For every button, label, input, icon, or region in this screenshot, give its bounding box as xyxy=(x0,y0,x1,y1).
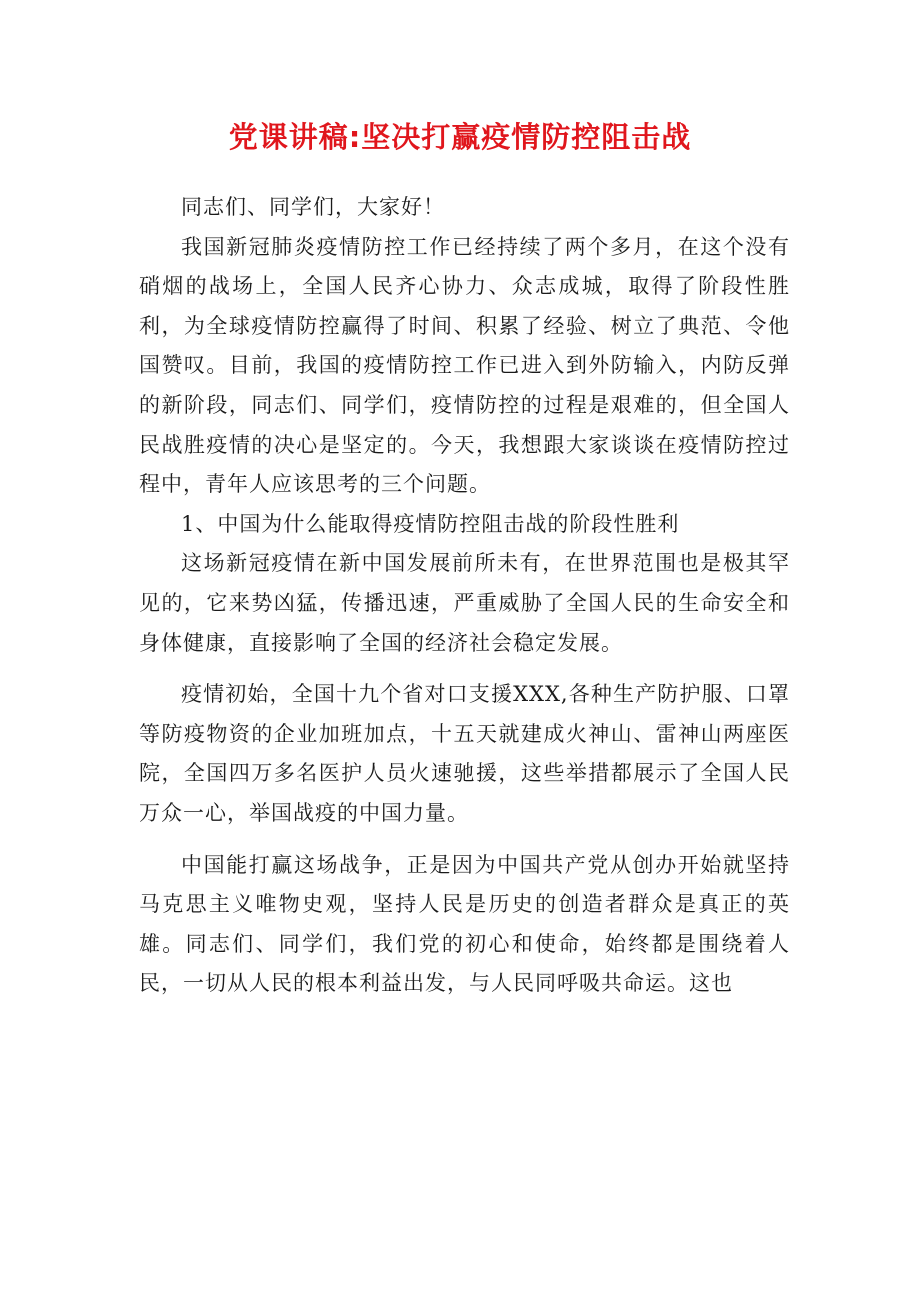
document-body xyxy=(139,188,790,1004)
body-paragraph-1: 这场新冠疫情在新中国发展前所未有，在世界范围也是极其罕见的，它来势凶猛，传播迅速，严重威胁了全国人民的生命安全和身体健康，直接影响了全国的经济社会稳定发展。 xyxy=(139,551,790,655)
body-paragraph-3: 中国能打赢这场战争，正是因为中国共产党从创办开始就坚持马克思主义唯物史观，坚持人民是历史的创造者群众是真正的英雄。同志们、同学们，我们党的初心和使命，始终都是围绕着人民，一切从人民的根本利益出发，与人民同呼吸共命运。这也 xyxy=(139,852,790,996)
body-paragraph-2: 疫情初始，全国十九个省对口支援XXX,各种生产防护服、口罩等防疫物资的企业加班加点，十五天就建成火神山、雷神山两座医院，全国四万多名医护人员火速驰援，这些举措都展示了全国人民万众一心，举国战疫的中国力量。 xyxy=(139,682,790,825)
document-title: 党课讲稿:坚决打赢疫情防控阻击战 xyxy=(228,120,692,154)
section-heading-1: 1、中国为什么能取得疫情防控阻击战的阶段性胜利 xyxy=(181,511,680,536)
greeting-paragraph: 同志们、同学们，大家好！ xyxy=(181,195,445,219)
intro-paragraph: 我国新冠肺炎疫情防控工作已经持续了两个多月，在这个没有硝烟的战场上，全国人民齐心协力、众志成城，取得了阶段性胜利，为全球疫情防控赢得了时间、积累了经验、树立了典范、令他国赞叹。目前，我国的疫情防控工作已进入到外防输入，内防反弹的新阶段，同志们、同学们，疫情防控的过程是艰难的，但全国人民战胜疫情的决心是坚定的。今天，我想跟大家谈谈在疫情防控过程中，青年人应该思考的三个问题。 xyxy=(139,234,790,497)
